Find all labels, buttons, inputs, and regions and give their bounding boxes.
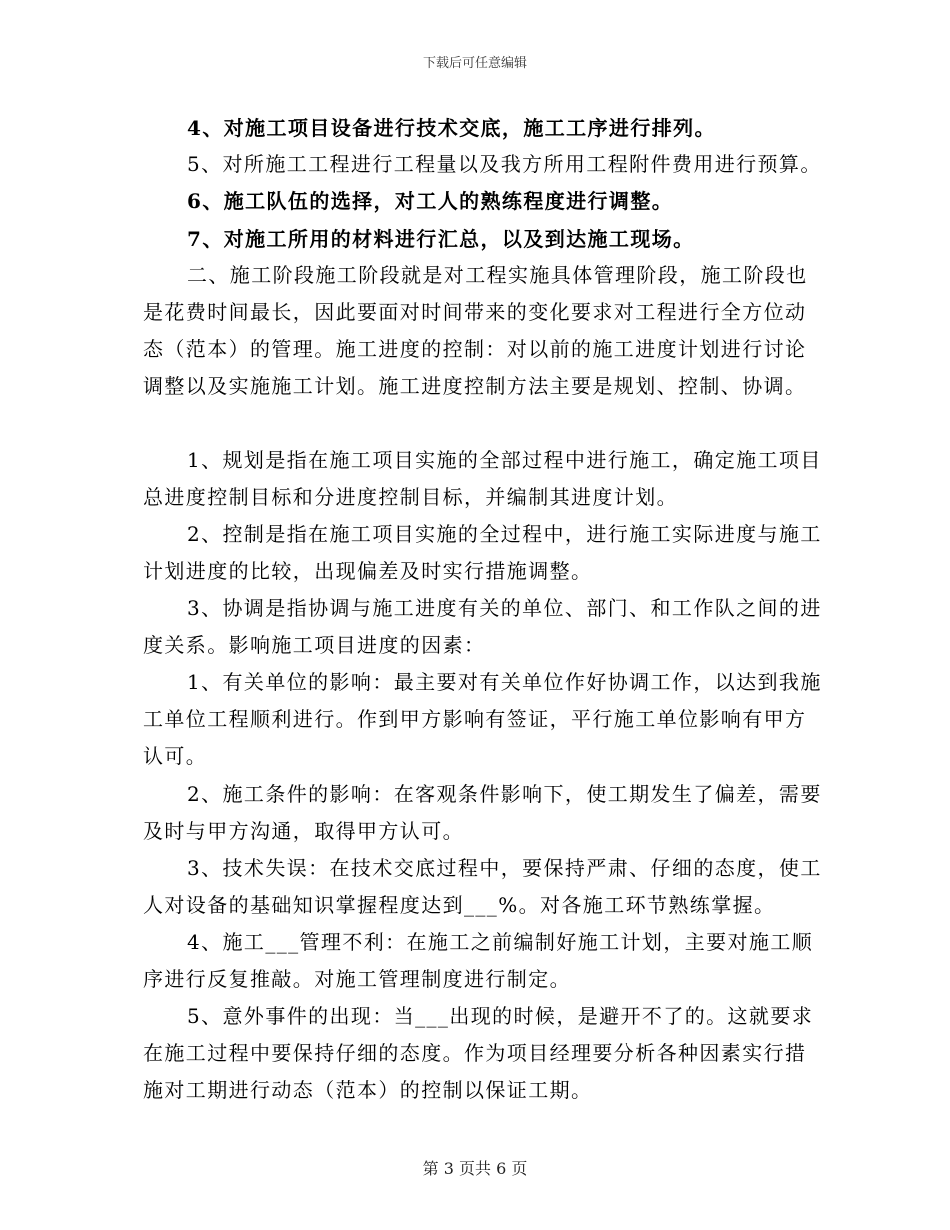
paragraph-item-5: 5、对所施工工程进行工程量以及我方所用工程附件费用进行预算。 bbox=[187, 152, 822, 176]
paragraph-construction-stage: 二、施工阶段施工阶段就是对工程实施具体管理阶段，施工阶段也是花费时间最长，因此要面对时间带来的变化要求对工程进行全方位动态（范本）的管理。施工进度的控制：对以前的施工进度计划进行讨论调整以及实施施工计划。施工进度控制方法主要是规划、控制、协调。 bbox=[143, 263, 808, 398]
paragraph-factor-units: 1、有关单位的影响：最主要对有关单位作好协调工作，以达到我施工单位工程顺利进行。作到甲方影响有签证，平行施工单位影响有甲方认可。 bbox=[143, 670, 822, 768]
paragraph-item-4: 4、对施工项目设备进行技术交底，施工工序进行排列。 bbox=[187, 116, 716, 140]
page-footer: 第 3 页共 6 页 bbox=[422, 1159, 528, 1178]
paragraph-factor-management: 4、施工___管理不利：在施工之前编制好施工计划，主要对施工顺序进行反复推敲。对施工管理制度进行制定。 bbox=[143, 930, 814, 991]
paragraph-item-6: 6、施工队伍的选择，对工人的熟练程度进行调整。 bbox=[187, 189, 674, 213]
paragraph-coordination: 3、协调是指协调与施工进度有关的单位、部门、和工作队之间的进度关系。影响施工项目进度的因素： bbox=[143, 596, 822, 657]
paragraph-planning: 1、规划是指在施工项目实施的全部过程中进行施工，确定施工项目总进度控制目标和分进度控制目标，并编制其进度计划。 bbox=[143, 448, 822, 509]
paragraph-factor-conditions: 2、施工条件的影响：在客观条件影响下，使工期发生了偏差，需要及时与甲方沟通，取得甲方认可。 bbox=[143, 782, 822, 843]
paragraph-control: 2、控制是指在施工项目实施的全过程中，进行施工实际进度与施工计划进度的比较，出现偏差及时实行措施调整。 bbox=[143, 522, 822, 583]
paragraph-factor-accidents: 5、意外事件的出现：当___出现的时候，是避开不了的。这就要求在施工过程中要保持仔细的态度。作为项目经理要分析各种因素实行措施对工期进行动态（范本）的控制以保证工期。 bbox=[143, 1004, 814, 1102]
paragraph-item-7: 7、对施工所用的材料进行汇总，以及到达施工现场。 bbox=[187, 227, 695, 251]
page-header: 下载后可任意编辑 bbox=[422, 56, 527, 71]
paragraph-factor-technical: 3、技术失误：在技术交底过程中，要保持严肃、仔细的态度，使工人对设备的基础知识掌握程度达到___%。对各施工环节熟练掌握。 bbox=[143, 856, 822, 917]
